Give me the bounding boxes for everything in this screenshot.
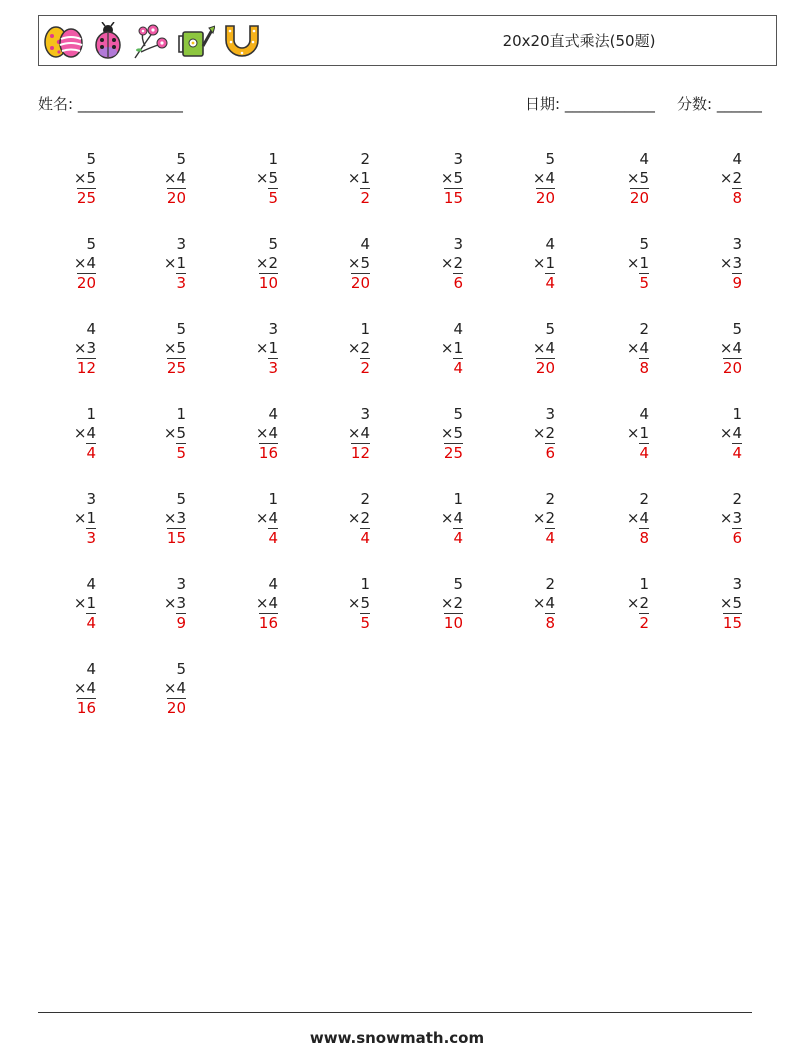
problem-44 [310, 575, 370, 632]
multiplier: ×1 [532, 254, 555, 272]
answer: 8 [639, 359, 649, 377]
answer: 4 [453, 529, 463, 547]
answer: 4 [732, 444, 742, 462]
problem-3 [218, 150, 278, 207]
problem-12 [310, 235, 370, 292]
answer: 20 [629, 189, 649, 207]
problem-47 [589, 575, 649, 632]
multiplier: ×3 [163, 594, 186, 612]
multiplier: ×1 [440, 339, 463, 357]
answer: 12 [76, 359, 96, 377]
multiplicand: 4 [639, 405, 649, 423]
multiplier: ×4 [440, 509, 463, 527]
multiplicand: 3 [360, 405, 370, 423]
answer: 2 [360, 359, 370, 377]
watering-can-icon [175, 22, 215, 60]
problem-38 [495, 490, 555, 547]
problem-27 [218, 405, 278, 462]
problem-15 [589, 235, 649, 292]
multiplicand: 4 [360, 235, 370, 253]
multiplier: ×5 [440, 169, 463, 187]
multiplicand: 3 [732, 235, 742, 253]
problem-20 [310, 320, 370, 377]
multiplicand: 5 [86, 235, 96, 253]
multiplicand: 4 [268, 405, 278, 423]
ladybug-icon [91, 22, 125, 60]
multiplier: ×4 [255, 424, 278, 442]
multiplicand: 5 [453, 405, 463, 423]
multiplicand: 5 [545, 150, 555, 168]
problem-14 [495, 235, 555, 292]
answer: 15 [443, 189, 463, 207]
date-field: 日期: ____________ [525, 95, 655, 113]
problem-49 [36, 660, 96, 717]
multiplier: ×4 [532, 169, 555, 187]
answer: 20 [166, 189, 186, 207]
answer: 25 [443, 444, 463, 462]
answer: 9 [732, 274, 742, 292]
multiplicand: 3 [176, 575, 186, 593]
multiplicand: 3 [268, 320, 278, 338]
multiplier: ×4 [73, 679, 96, 697]
multiplicand: 5 [639, 235, 649, 253]
multiplier: ×3 [163, 509, 186, 527]
multiplicand: 5 [732, 320, 742, 338]
multiplicand: 2 [639, 490, 649, 508]
multiplicand: 1 [268, 490, 278, 508]
answer: 10 [258, 274, 278, 292]
answer: 4 [86, 614, 96, 632]
answer: 25 [76, 189, 96, 207]
multiplicand: 3 [453, 235, 463, 253]
answer: 5 [360, 614, 370, 632]
problem-39 [589, 490, 649, 547]
answer: 20 [166, 699, 186, 717]
problem-8 [682, 150, 742, 207]
multiplier: ×4 [255, 509, 278, 527]
multiplier: ×1 [626, 424, 649, 442]
multiplier: ×1 [626, 254, 649, 272]
worksheet-header [38, 15, 777, 66]
multiplicand: 1 [453, 490, 463, 508]
answer: 2 [360, 189, 370, 207]
problem-34 [126, 490, 186, 547]
multiplier: ×4 [626, 509, 649, 527]
problem-2 [126, 150, 186, 207]
answer: 3 [86, 529, 96, 547]
multiplicand: 4 [639, 150, 649, 168]
multiplicand: 5 [176, 490, 186, 508]
answer: 20 [76, 274, 96, 292]
answer: 3 [176, 274, 186, 292]
multiplier: ×5 [347, 594, 370, 612]
multiplier: ×3 [719, 509, 742, 527]
answer: 6 [732, 529, 742, 547]
problem-24 [682, 320, 742, 377]
problem-17 [36, 320, 96, 377]
multiplier: ×4 [626, 339, 649, 357]
problem-11 [218, 235, 278, 292]
problem-1 [36, 150, 96, 207]
answer: 4 [268, 529, 278, 547]
header-icons [43, 21, 263, 61]
multiplicand: 5 [176, 150, 186, 168]
problem-26 [126, 405, 186, 462]
answer: 20 [535, 189, 555, 207]
problem-36 [310, 490, 370, 547]
answer: 5 [268, 189, 278, 207]
multiplier: ×4 [255, 594, 278, 612]
answer: 16 [76, 699, 96, 717]
problem-6 [495, 150, 555, 207]
answer: 6 [545, 444, 555, 462]
problem-16 [682, 235, 742, 292]
multiplicand: 2 [732, 490, 742, 508]
answer: 4 [453, 359, 463, 377]
problem-46 [495, 575, 555, 632]
problem-48 [682, 575, 742, 632]
multiplier: ×2 [719, 169, 742, 187]
multiplicand: 1 [268, 150, 278, 168]
multiplicand: 3 [86, 490, 96, 508]
multiplicand: 2 [545, 575, 555, 593]
multiplier: ×5 [255, 169, 278, 187]
multiplicand: 4 [86, 575, 96, 593]
multiplier: ×2 [532, 509, 555, 527]
multiplicand: 1 [732, 405, 742, 423]
multiplier: ×4 [73, 254, 96, 272]
multiplicand: 4 [268, 575, 278, 593]
problem-23 [589, 320, 649, 377]
multiplier: ×2 [626, 594, 649, 612]
multiplier: ×3 [73, 339, 96, 357]
answer: 15 [166, 529, 186, 547]
footer-divider [38, 1012, 752, 1013]
answer: 6 [453, 274, 463, 292]
answer: 15 [722, 614, 742, 632]
multiplier: ×2 [347, 339, 370, 357]
problem-25 [36, 405, 96, 462]
problem-21 [403, 320, 463, 377]
multiplier: ×1 [163, 254, 186, 272]
problem-10 [126, 235, 186, 292]
problem-22 [495, 320, 555, 377]
multiplicand: 4 [86, 660, 96, 678]
multiplicand: 5 [176, 660, 186, 678]
multiplier: ×4 [163, 169, 186, 187]
multiplier: ×4 [719, 339, 742, 357]
problem-30 [495, 405, 555, 462]
answer: 20 [350, 274, 370, 292]
name-field: 姓名: ______________ [38, 95, 183, 113]
problem-18 [126, 320, 186, 377]
multiplier: ×4 [532, 594, 555, 612]
answer: 20 [722, 359, 742, 377]
multiplier: ×5 [719, 594, 742, 612]
problem-37 [403, 490, 463, 547]
horseshoe-icon [221, 22, 263, 60]
answer: 8 [732, 189, 742, 207]
problem-28 [310, 405, 370, 462]
problem-9 [36, 235, 96, 292]
problem-29 [403, 405, 463, 462]
problem-13 [403, 235, 463, 292]
problem-33 [36, 490, 96, 547]
problem-7 [589, 150, 649, 207]
multiplicand: 2 [360, 150, 370, 168]
multiplier: ×1 [255, 339, 278, 357]
multiplier: ×4 [719, 424, 742, 442]
multiplier: ×4 [73, 424, 96, 442]
multiplicand: 4 [545, 235, 555, 253]
multiplier: ×2 [532, 424, 555, 442]
answer: 3 [268, 359, 278, 377]
answer: 8 [639, 529, 649, 547]
multiplier: ×5 [73, 169, 96, 187]
problem-41 [36, 575, 96, 632]
answer: 16 [258, 614, 278, 632]
multiplicand: 1 [86, 405, 96, 423]
answer: 12 [350, 444, 370, 462]
answer: 20 [535, 359, 555, 377]
answer: 8 [545, 614, 555, 632]
score-field: 分数: ______ [677, 95, 762, 113]
multiplier: ×4 [163, 679, 186, 697]
multiplier: ×2 [347, 509, 370, 527]
answer: 4 [545, 529, 555, 547]
multiplier: ×5 [163, 339, 186, 357]
multiplicand: 5 [176, 320, 186, 338]
problem-43 [218, 575, 278, 632]
answer: 4 [639, 444, 649, 462]
multiplier: ×5 [163, 424, 186, 442]
multiplicand: 4 [453, 320, 463, 338]
multiplier: ×5 [440, 424, 463, 442]
answer: 5 [176, 444, 186, 462]
multiplicand: 1 [639, 575, 649, 593]
multiplicand: 4 [732, 150, 742, 168]
multiplier: ×2 [440, 594, 463, 612]
multiplicand: 3 [176, 235, 186, 253]
problem-4 [310, 150, 370, 207]
multiplier: ×1 [73, 509, 96, 527]
multiplier: ×2 [440, 254, 463, 272]
multiplier: ×2 [255, 254, 278, 272]
multiplicand: 5 [545, 320, 555, 338]
multiplicand: 2 [545, 490, 555, 508]
multiplier: ×1 [347, 169, 370, 187]
multiplicand: 1 [360, 320, 370, 338]
multiplicand: 3 [453, 150, 463, 168]
multiplicand: 2 [639, 320, 649, 338]
answer: 4 [86, 444, 96, 462]
multiplicand: 1 [176, 405, 186, 423]
problem-42 [126, 575, 186, 632]
multiplier: ×3 [719, 254, 742, 272]
multiplicand: 3 [545, 405, 555, 423]
multiplicand: 5 [268, 235, 278, 253]
problem-50 [126, 660, 186, 717]
answer: 9 [176, 614, 186, 632]
worksheet-title: 20x20直式乘法(50题) [502, 32, 656, 50]
answer: 4 [545, 274, 555, 292]
problem-5 [403, 150, 463, 207]
problem-35 [218, 490, 278, 547]
multiplier: ×4 [532, 339, 555, 357]
answer: 25 [166, 359, 186, 377]
problem-40 [682, 490, 742, 547]
answer: 5 [639, 274, 649, 292]
multiplicand: 5 [453, 575, 463, 593]
multiplier: ×4 [347, 424, 370, 442]
multiplicand: 4 [86, 320, 96, 338]
flowers-icon [131, 22, 169, 60]
multiplicand: 3 [732, 575, 742, 593]
problem-19 [218, 320, 278, 377]
multiplicand: 5 [86, 150, 96, 168]
easter-eggs-icon [43, 22, 85, 60]
multiplicand: 2 [360, 490, 370, 508]
multiplicand: 1 [360, 575, 370, 593]
answer: 10 [443, 614, 463, 632]
answer: 4 [360, 529, 370, 547]
answer: 16 [258, 444, 278, 462]
multiplier: ×5 [626, 169, 649, 187]
problem-32 [682, 405, 742, 462]
problem-31 [589, 405, 649, 462]
multiplier: ×5 [347, 254, 370, 272]
answer: 2 [639, 614, 649, 632]
multiplier: ×1 [73, 594, 96, 612]
footer-site: www.snowmath.com [309, 1029, 485, 1047]
problem-45 [403, 575, 463, 632]
